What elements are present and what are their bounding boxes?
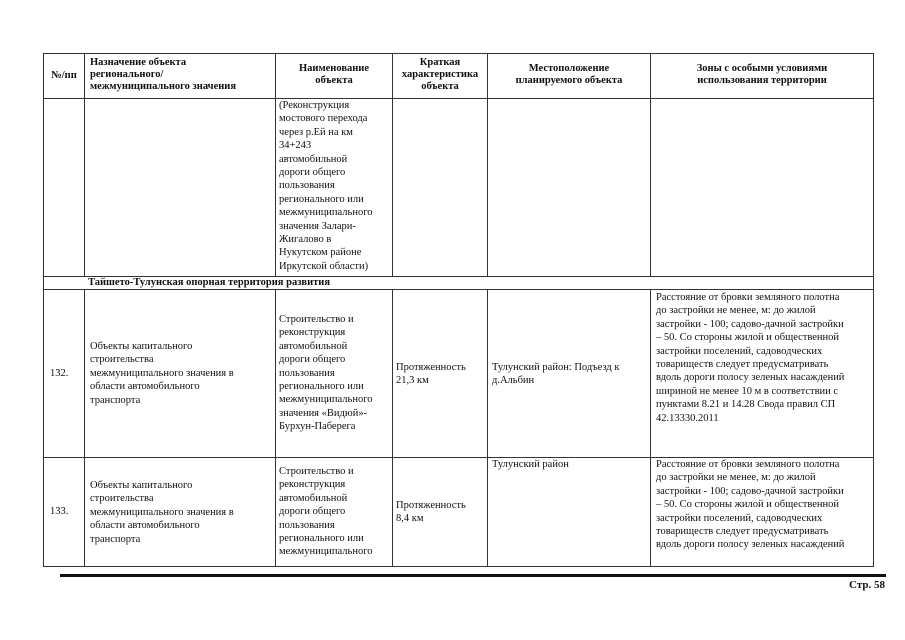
row-133-zones: Расстояние от бровки земляного полотна до застройки не менее, м: до жилой застройки - 100; садово-дачной застройки – 50. Со стороны жилой и общественной застройки поселений, садоводческих товариществ следует предусматривать вдоль дороги полосу зеленых насаждений bbox=[656, 459, 845, 551]
col-divider bbox=[43, 53, 44, 566]
row-132-zones: Расстояние от бровки земляного полотна до застройки не менее, м: до жилой застройки - 100; садово-дачной застройки – 50. Со стороны жилой и общественной застройки поселений, садоводческих товариществ следует предусматривать вдоль дороги полосу зеленых насаждений шириной не менее 10 м в соответствии с пунктами 8.21 и 14.28 Свода правил СП 42.13330.2011 bbox=[656, 292, 845, 424]
row-divider bbox=[43, 566, 874, 567]
row-132-characteristic: Протяженность 21,3 км bbox=[396, 362, 466, 387]
row-133-num: 133. bbox=[50, 506, 69, 517]
footer-rule bbox=[60, 574, 886, 577]
header-col-location: Местоположение планируемого объекта bbox=[515, 63, 623, 86]
header-col-purpose: Назначение объекта регионального/ межмуниципального значения bbox=[90, 57, 237, 92]
header-col-name: Наименование объекта bbox=[299, 63, 369, 86]
header-col-characteristic: Краткая характеристика объекта bbox=[401, 57, 479, 92]
col-divider bbox=[84, 289, 85, 566]
header-col-num: №/пп bbox=[51, 70, 77, 81]
row-133-purpose: Объекты капитального строительства межмуниципального значения в области автомобильного транспорта bbox=[90, 480, 234, 545]
col-divider bbox=[873, 53, 874, 566]
col-divider bbox=[650, 289, 651, 566]
row-132-location: Тулунский район: Подъезд к д.Альбин bbox=[492, 362, 620, 387]
row-133-location: Тулунский район bbox=[492, 459, 569, 470]
col-divider bbox=[84, 53, 85, 276]
section-title: Тайшето-Тулунская опорная территория развития bbox=[88, 277, 331, 288]
row-132-name: Строительство и реконструкция автомобильной дороги общего пользования регионального или межмуниципального значения «Видюй»- Бурхун-Паберега bbox=[279, 314, 373, 433]
col-divider bbox=[392, 289, 393, 566]
row-divider bbox=[43, 289, 874, 290]
col-divider bbox=[487, 289, 488, 566]
row-divider bbox=[43, 98, 874, 99]
header-col-zones: Зоны с особыми условиями использования территории bbox=[696, 63, 828, 86]
row-133-name: Строительство и реконструкция автомобильной дороги общего пользования регионального или межмуниципального bbox=[279, 466, 373, 558]
row-132-num: 132. bbox=[50, 368, 69, 379]
continuation-name-cell: (Реконструкция мостового перехода через р.Ей на км 34+243 автомобильной дороги общего пользования регионального или межмуниципального значения Залари- Жигалово в Нукутском районе Иркутской области) bbox=[279, 100, 373, 272]
row-divider bbox=[43, 53, 874, 54]
row-132-purpose: Объекты капитального строительства межмуниципального значения в области автомобильного транспорта bbox=[90, 341, 234, 406]
row-133-characteristic: Протяженность 8,4 км bbox=[396, 500, 466, 525]
col-divider bbox=[275, 289, 276, 566]
page-number: Стр. 58 bbox=[849, 579, 885, 591]
